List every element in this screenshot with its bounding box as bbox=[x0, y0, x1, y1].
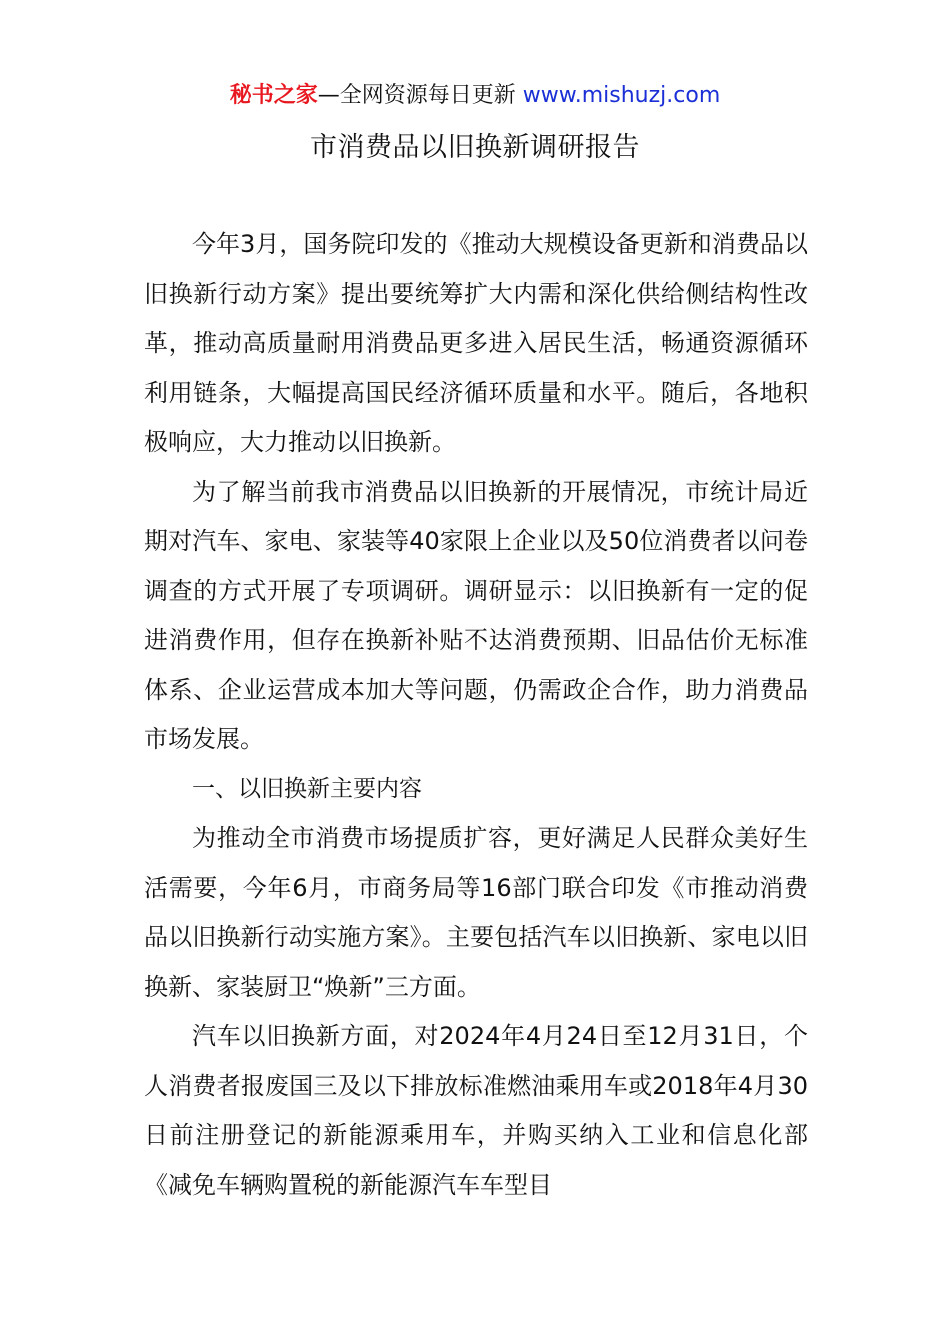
header-tagline: —全网资源每日更新 bbox=[317, 83, 516, 108]
paragraph-survey: 为了解当前我市消费品以旧换新的开展情况，市统计局近期对汽车、家电、家装等40家限上企业以及50位消费者以问卷调查的方式开展了专项调研。调研显示：以旧换新有一定的促进消费作用，但存在换新补贴不达消费预期、旧品估价无标准体系、企业运营成本加大等问题，仍需政企合作，助力消费品市场发展。 bbox=[144, 477, 808, 753]
section-heading-main-content: 一、以旧换新主要内容 bbox=[192, 775, 422, 802]
site-header bbox=[0, 80, 950, 112]
paragraph-auto-trade-in: 汽车以旧换新方面，对2024年4月24日至12月31日，个人消费者报废国三及以下排放标准燃油乘用车或2018年4月30日前注册登记的新能源乘用车，并购买纳入工业和信息化部《减免车辆购置税的新能源汽车车型目 bbox=[144, 1022, 808, 1199]
paragraph-intro: 今年3月，国务院印发的《推动大规模设备更新和消费品以旧换新行动方案》提出要统筹扩大内需和深化供给侧结构性改革，推动高质量耐用消费品更多进入居民生活，畅通资源循环利用链条，大幅提高国民经济循环质量和水平。随后，各地积极响应，大力推动以旧换新。 bbox=[144, 230, 808, 456]
document-body bbox=[144, 220, 808, 1210]
site-url-link[interactable]: www.mishuzj.com bbox=[522, 83, 721, 108]
document-title: 市消费品以旧换新调研报告 bbox=[310, 132, 640, 163]
paragraph-plan: 为推动全市消费市场提质扩容，更好满足人民群众美好生活需要，今年6月，市商务局等16部门联合印发《市推动消费品以旧换新行动实施方案》。主要包括汽车以旧换新、家电以旧换新、家装厨卫“焕新”三方面。 bbox=[144, 824, 808, 1001]
brand-name: 秘书之家 bbox=[229, 83, 318, 108]
